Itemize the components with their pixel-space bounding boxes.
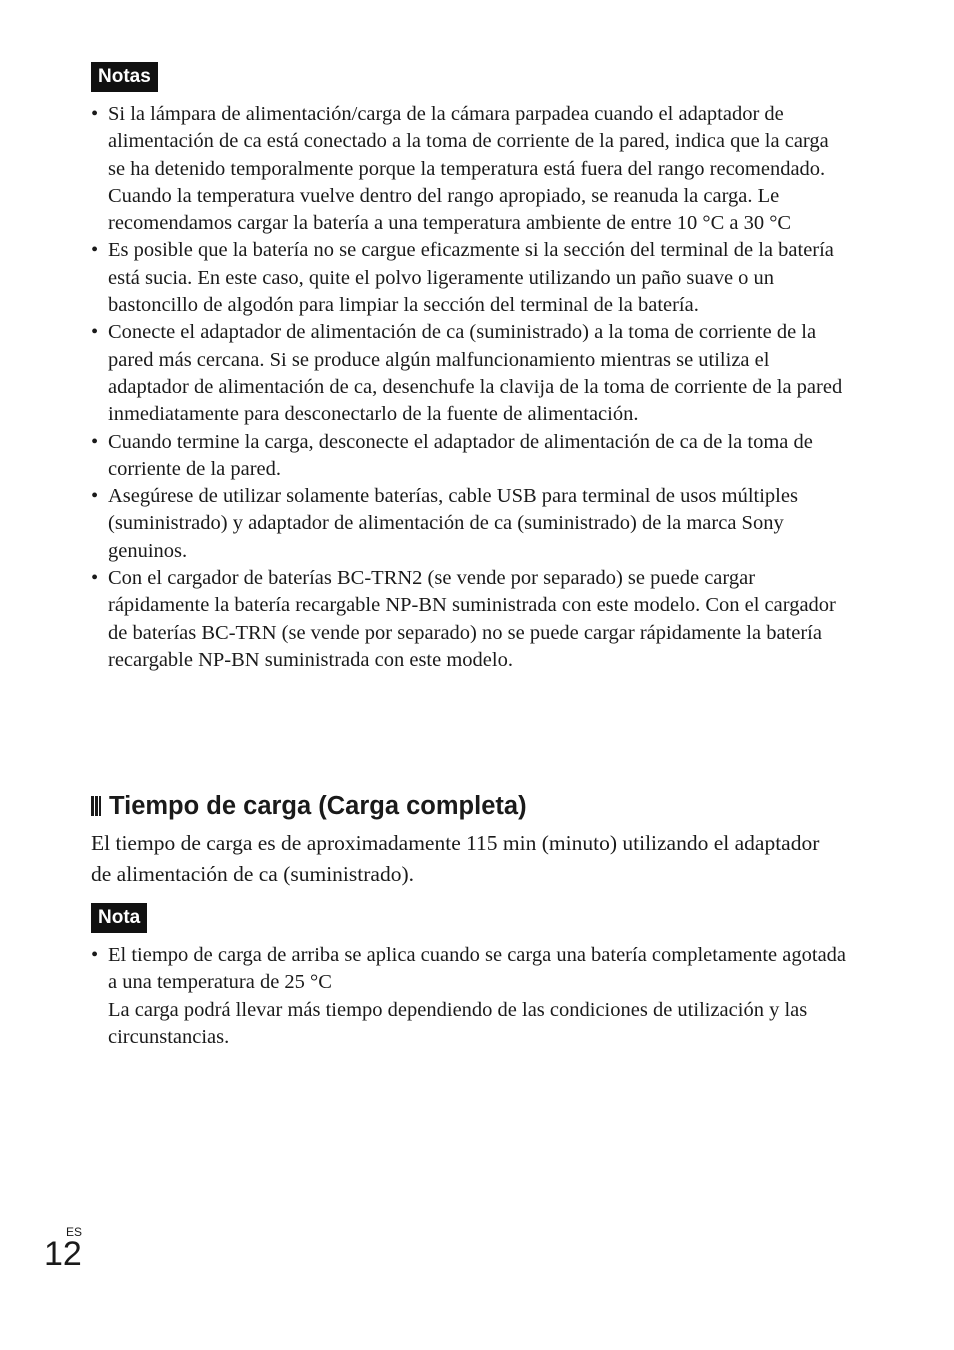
section-heading	[91, 789, 527, 823]
note-item-1	[91, 101, 846, 237]
charging-time-paragraph: El tiempo de carga es de aproximadamente 115 min (minuto) utilizando el adaptador de alimentación de ca (suministrado).	[91, 831, 820, 886]
bullet-icon: •	[91, 321, 99, 344]
note-item-3	[91, 319, 846, 428]
note-item-6	[91, 565, 846, 674]
note-text-line1: El tiempo de carga de arriba se aplica cuando se carga una batería completamente agotada a una temperatura de 25 °C	[108, 944, 847, 994]
section-heading-text: Tiempo de carga (Carga completa)	[109, 792, 527, 820]
note-text: Conecte el adaptador de alimentación de ca (suministrado) a la toma de corriente de la pared más cercana. Si se produce algún malfuncionamiento mientras se utiliza el adaptador de alimentación de ca, desenchufe la clavija de la toma de corriente de la pared inmediatamente para desconectarlo de la fuente de alimentación.	[108, 321, 843, 426]
section-marker-icon	[91, 796, 101, 816]
note-item	[91, 942, 851, 1051]
note-text: Asegúrese de utilizar solamente baterías, cable USB para terminal de usos múltiples (suministrado) y adaptador de alimentación de ca (suministrado) de la marca Sony genuinos.	[108, 485, 798, 562]
page-number: 12	[44, 1235, 82, 1273]
note-item-4	[91, 429, 846, 484]
note-tag: Nota	[91, 903, 147, 933]
bullet-icon: •	[91, 239, 99, 262]
note-item-2	[91, 237, 846, 319]
note-text: Cuando termine la carga, desconecte el adaptador de alimentación de ca de la toma de corriente de la pared.	[108, 430, 813, 480]
note-text-line2: La carga podrá llevar más tiempo dependiendo de las condiciones de utilización y las circunstancias.	[108, 998, 808, 1048]
note-text: Si la lámpara de alimentación/carga de la cámara parpadea cuando el adaptador de alimentación de ca está conectado a la toma de corriente de la pared, indica que la carga se ha detenido temporalmente porque la temperatura está fuera del rango recomendado. Cuando la temperatura vuelve dentro del rango apropiado, se reanuda la carga. Le recomendamos cargar la batería a una temperatura ambiente de entre 10 °C a 30 °C	[108, 103, 829, 235]
note-text: Es posible que la batería no se cargue eficazmente si la sección del terminal de la batería está sucia. En este caso, quite el polvo ligeramente utilizando un paño suave o un bastoncillo de algodón para limpiar la sección del terminal de la batería.	[108, 239, 834, 317]
note-item-5	[91, 483, 846, 565]
note-text: Con el cargador de baterías BC-TRN2 (se vende por separado) se puede cargar rápidamente la batería recargable NP-BN suministrada con este modelo. Con el cargador de baterías BC-TRN (se vende por separado) no se puede cargar rápidamente la batería recargable NP-BN suministrada con este modelo.	[108, 567, 836, 671]
bullet-icon: •	[91, 944, 99, 966]
notes-tag: Notas	[91, 62, 158, 92]
note-list	[91, 942, 851, 1051]
bullet-icon: •	[91, 430, 99, 453]
bullet-icon: •	[91, 103, 99, 125]
bullet-icon: •	[91, 485, 99, 508]
notes-list	[91, 101, 846, 674]
page-language-code: ES	[66, 1225, 83, 1239]
bullet-icon: •	[91, 567, 99, 590]
